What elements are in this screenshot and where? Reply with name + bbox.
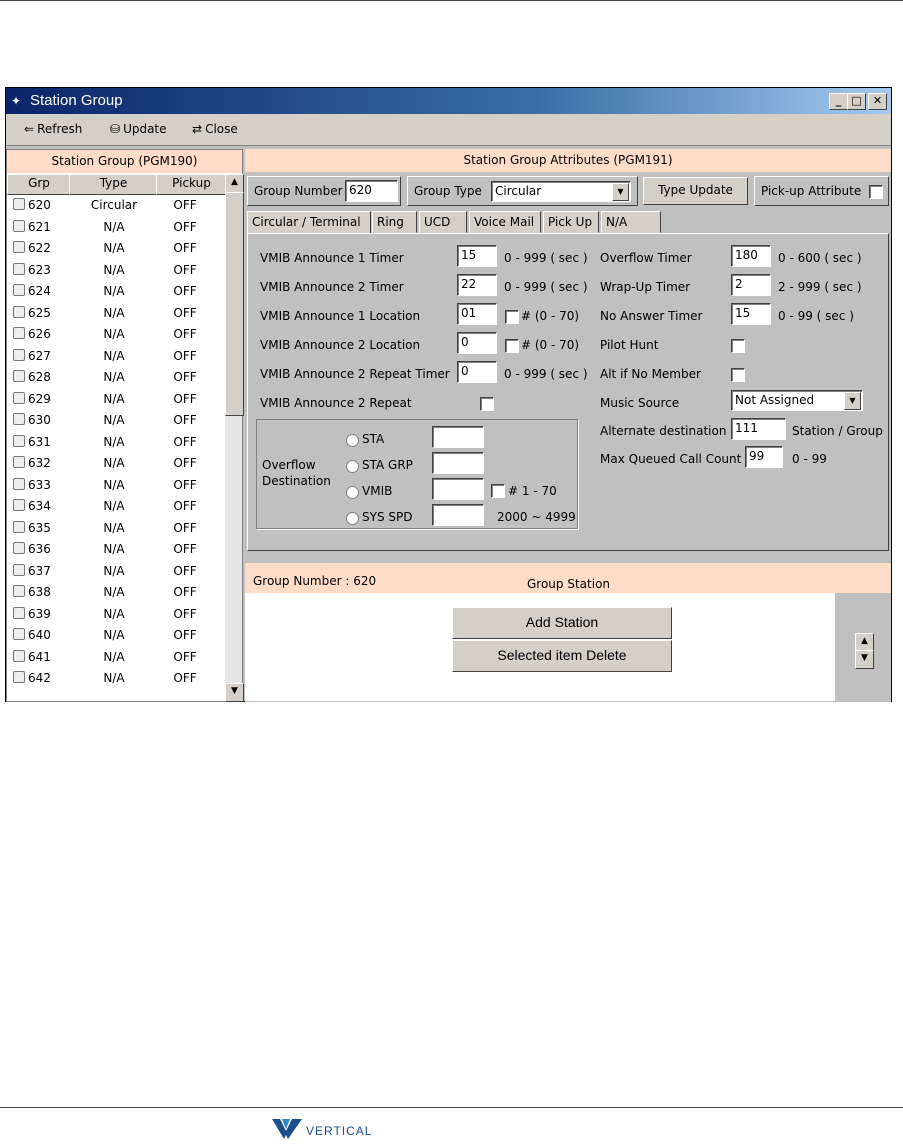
list-scrollbar[interactable] [225,174,242,702]
group-icon [13,241,25,253]
type-cell: N/A [103,542,125,556]
station-scroll-down-button[interactable]: ▼ [855,650,874,669]
table-row[interactable] [7,410,225,431]
pilot-hunt-label: Pilot Hunt [600,338,659,352]
pickup-cell: OFF [173,284,197,298]
overflow-timer-range: 0 - 600 ( sec ) [778,251,862,265]
radio-vmib[interactable] [346,486,359,499]
tab-na[interactable]: N/A [601,211,661,233]
ann2-timer-input[interactable]: 22 [457,274,497,296]
group-icon [13,478,25,490]
type-cell: N/A [103,606,125,621]
group-icon [13,499,25,511]
music-source-select[interactable] [731,390,863,411]
ann1-timer-input[interactable]: 15 [457,245,497,267]
tab-pick-up[interactable]: Pick Up [543,211,599,233]
grp-cell [13,564,51,578]
pickup-cell: OFF [173,370,197,384]
pickup-cell: OFF [173,520,197,535]
pickup-attribute-checkbox[interactable] [869,185,883,199]
alt-no-member-checkbox[interactable] [731,368,745,382]
pickup-cell: OFF [173,499,197,513]
group-number-box [247,176,401,206]
table-row[interactable] [7,496,225,517]
app-icon: ✦ [11,94,22,108]
group-icon [13,542,25,554]
table-row[interactable] [7,303,225,324]
pickup-cell: OFF [173,262,197,277]
radio-sta-grp[interactable] [346,460,359,473]
table-row[interactable] [7,389,225,410]
title-bar [6,88,891,114]
overflow-label-1: Overflow [262,458,316,472]
table-row[interactable] [7,668,225,689]
group-station-scroll-area [835,593,891,701]
type-cell: N/A [103,649,125,664]
pickup-cell: OFF [173,305,197,320]
type-update-button[interactable]: Type Update [643,177,748,205]
type-cell: N/A [103,477,125,492]
col-grp[interactable]: Grp [7,174,71,195]
pickup-cell: OFF [173,241,197,255]
type-cell: N/A [103,262,125,277]
type-cell: N/A [103,391,125,406]
type-cell: N/A [103,348,125,363]
table-row[interactable] [7,367,225,388]
noanswer-timer-input[interactable]: 15 [731,303,771,325]
tab-ring[interactable]: Ring [372,211,417,233]
grp-cell [13,628,51,642]
group-station-title: Group Station [527,577,611,591]
refresh-icon: ⇐ [24,122,35,136]
group-icon [13,198,25,210]
attributes-panel [245,149,891,702]
type-cell: N/A [103,499,125,513]
table-row[interactable] [7,539,225,560]
pickup-cell: OFF [173,413,197,427]
grp-value: 632 [28,456,51,470]
station-group-window [5,87,892,702]
group-icon [13,220,25,232]
type-cell: N/A [103,520,125,535]
group-icon [13,650,25,662]
grp-value: 640 [28,628,51,642]
pickup-cell: OFF [173,348,197,363]
left-panel-header: Station Group (PGM190) [7,150,242,173]
overflow-sys-spd-range: 2000 ~ 4999 [497,510,576,524]
overflow-label-2: Destination [262,474,331,488]
grp-value: 630 [28,413,51,427]
group-station-list[interactable] [245,593,835,701]
ann2-repeat-timer-range: 0 - 999 ( sec ) [504,367,588,381]
ann1-location-input[interactable]: 01 [457,303,497,325]
grp-value: 633 [28,477,51,492]
group-station-header [245,563,891,593]
pickup-cell: OFF [173,542,197,556]
grp-cell [13,521,51,535]
close-label: Close [205,122,238,136]
ann2-repeat-timer-label: VMIB Announce 2 Repeat Timer [260,367,450,381]
table-row[interactable] [7,217,225,238]
grp-value: 624 [28,284,51,298]
pickup-cell: OFF [173,563,197,578]
chevron-down-icon[interactable]: ▼ [612,183,629,201]
radio-sys-spd-label: SYS SPD [362,510,413,524]
tab-content-circular [247,233,889,551]
group-icon [13,456,25,468]
group-icon [13,607,25,619]
pickup-attribute-box [754,176,889,206]
noanswer-timer-label: No Answer Timer [600,309,703,323]
type-cell: N/A [103,563,125,578]
type-cell: N/A [103,370,125,384]
wrapup-timer-label: Wrap-Up Timer [600,280,691,294]
overflow-timer-input[interactable]: 180 [731,245,771,267]
ann2-timer-label: VMIB Announce 2 Timer [260,280,404,294]
grp-cell [13,413,51,427]
type-cell: N/A [103,413,125,427]
group-icon [13,521,25,533]
ann2-repeat-checkbox[interactable] [480,397,494,411]
group-icon [13,370,25,382]
grp-value: 626 [28,327,51,341]
grp-cell [13,456,51,470]
close-window-button[interactable]: ✕ [868,93,887,110]
alt-no-member-label: Alt if No Member [600,367,701,381]
table-row[interactable] [7,281,225,302]
grp-cell [13,435,51,449]
grp-value: 636 [28,542,51,556]
type-cell: N/A [103,305,125,320]
grp-cell [13,306,51,320]
pickup-cell: OFF [173,628,197,642]
grp-value: 638 [28,585,51,599]
ann2-location-input[interactable]: 0 [457,332,497,354]
top-rule [0,0,903,1]
grp-cell [13,198,51,212]
station-group-list-panel [6,149,243,702]
grp-value: 637 [28,563,51,578]
ann1-location-label: VMIB Announce 1 Location [260,309,421,323]
table-row[interactable] [7,625,225,646]
ann1-location-range: # (0 - 70) [521,309,580,323]
group-type-label: Group Type [414,184,482,198]
pickup-cell: OFF [173,606,197,621]
type-cell: N/A [103,284,125,298]
vertical-logo-text: VERTICAL [306,1124,373,1138]
table-row[interactable] [7,518,225,539]
pickup-cell: OFF [173,649,197,664]
group-icon [13,435,25,447]
pickup-cell: OFF [173,219,197,234]
right-panel-header: Station Group Attributes (PGM191) [245,149,891,172]
pickup-cell: OFF [173,585,197,599]
grp-cell [13,650,51,664]
col-type[interactable]: Type [69,174,158,195]
ann2-location-label: VMIB Announce 2 Location [260,338,421,352]
type-cell: N/A [103,241,125,255]
group-icon [13,628,25,640]
alt-destination-input[interactable]: 111 [731,418,786,440]
ann2-repeat-timer-input[interactable]: 0 [457,361,497,383]
tab-ucd[interactable]: UCD [419,211,467,233]
grp-value: 635 [28,520,51,535]
grp-cell [13,241,51,255]
table-row[interactable] [7,475,225,496]
overflow-vmib-range: # 1 - 70 [508,484,557,498]
grp-cell [13,220,51,234]
type-cell: N/A [103,434,125,449]
station-scroll-up-button[interactable]: ▲ [855,633,874,652]
grp-value: 627 [28,348,51,363]
wrapup-timer-input[interactable]: 2 [731,274,771,296]
ann2-timer-range: 0 - 999 ( sec ) [504,280,588,294]
table-row[interactable] [7,432,225,453]
music-source-value: Not Assigned [735,393,815,407]
grp-cell [13,478,51,492]
grp-value: 631 [28,434,51,449]
group-type-box [407,176,638,206]
grp-cell [13,392,51,406]
grp-value: 620 [28,198,51,212]
table-row[interactable] [7,260,225,281]
group-type-value: Circular [495,184,542,198]
pickup-cell: OFF [173,434,197,449]
grp-value: 625 [28,305,51,320]
max-queue-range: 0 - 99 [792,452,827,466]
grp-cell [13,499,51,513]
table-row[interactable] [7,604,225,625]
table-row[interactable] [7,346,225,367]
type-cell: N/A [103,628,125,642]
grp-cell [13,671,51,685]
group-number-input[interactable]: 620 [345,180,398,202]
group-icon [13,263,25,275]
radio-sta-label: STA [362,432,385,446]
pickup-cell: OFF [173,456,197,470]
alt-destination-unit: Station / Group [792,424,883,438]
pickup-cell: OFF [173,671,197,685]
grp-cell [13,327,51,341]
tab-voice-mail[interactable]: Voice Mail [469,211,541,233]
update-button[interactable] [110,122,167,136]
radio-sta[interactable] [346,434,359,447]
table-row[interactable] [7,561,225,582]
tab-bar [247,211,887,233]
chevron-down-icon[interactable]: ▼ [844,392,861,410]
grp-value: 622 [28,241,51,255]
col-pickup[interactable]: Pickup [156,174,227,195]
radio-sta-grp-label: STA GRP [362,458,413,472]
radio-vmib-label: VMIB [362,484,393,498]
overflow-sta-grp-input[interactable] [432,452,484,474]
alt-destination-label: Alternate destination [600,424,727,438]
minimize-button[interactable]: _ [829,93,848,110]
type-cell: N/A [103,671,125,685]
type-cell: Circular [90,198,138,212]
pickup-cell: OFF [173,391,197,406]
table-row[interactable] [7,582,225,603]
scroll-thumb[interactable] [225,192,244,416]
grp-value: 642 [28,671,51,685]
pickup-cell: OFF [173,477,197,492]
grp-value: 629 [28,391,51,406]
pickup-cell: OFF [173,198,197,212]
scroll-down-button[interactable]: ▼ [225,683,244,702]
max-queue-label: Max Queued Call Count [600,452,742,466]
close-button[interactable] [192,122,238,136]
grp-value: 623 [28,262,51,277]
type-cell: N/A [103,219,125,234]
group-type-select[interactable] [491,181,631,202]
group-icon [13,327,25,339]
tab-circular-terminal[interactable]: Circular / Terminal [247,211,371,235]
delete-selected-button[interactable]: Selected item Delete [452,640,672,672]
grp-value: 634 [28,499,51,513]
close-icon: ⇄ [192,122,203,136]
grp-cell [13,263,51,277]
grp-cell [13,370,51,384]
overflow-sta-input[interactable] [432,426,484,448]
grp-value: 639 [28,606,51,621]
ann2-location-range: # (0 - 70) [521,338,580,352]
table-row[interactable] [7,195,225,216]
type-cell: N/A [103,585,125,599]
group-number-label: Group Number [254,184,343,198]
grp-cell [13,542,51,556]
group-icon [13,564,25,576]
grp-cell [13,607,51,621]
toolbar [6,114,891,146]
window-title: Station Group [30,92,123,109]
update-label: Update [123,122,167,136]
type-cell: N/A [103,327,125,341]
ann1-location-checkbox[interactable] [505,310,519,324]
pickup-attribute-label: Pick-up Attribute [761,184,862,198]
music-source-label: Music Source [600,396,680,410]
overflow-destination-group [256,419,578,529]
group-station-number: Group Number : 620 [253,574,377,588]
group-icon [13,349,25,361]
vertical-logo-icon [272,1117,302,1139]
grp-value: 628 [28,370,51,384]
group-icon [13,671,25,683]
overflow-vmib-checkbox[interactable] [491,484,505,498]
group-icon [13,284,25,296]
update-icon: ⛁ [110,122,121,136]
grp-value: 641 [28,649,51,664]
bottom-rule [0,1107,903,1108]
grp-cell [13,585,51,599]
refresh-label: Refresh [37,122,83,136]
grp-value: 621 [28,219,51,234]
group-icon [13,306,25,318]
grp-cell [13,284,51,298]
pickup-cell: OFF [173,327,197,341]
overflow-sys-spd-input[interactable] [432,504,484,526]
maximize-button[interactable]: □ [847,93,866,110]
ann2-location-checkbox[interactable] [505,339,519,353]
table-row[interactable] [7,238,225,259]
table-row[interactable] [7,647,225,668]
add-station-button[interactable]: Add Station [452,607,672,639]
ann1-timer-range: 0 - 999 ( sec ) [504,251,588,265]
group-icon [13,392,25,404]
pilot-hunt-checkbox[interactable] [731,339,745,353]
type-cell: N/A [103,456,125,470]
overflow-vmib-input[interactable] [432,478,484,500]
scroll-up-button[interactable]: ▲ [225,174,244,193]
wrapup-timer-range: 2 - 999 ( sec ) [778,280,862,294]
ann1-timer-label: VMIB Announce 1 Timer [260,251,404,265]
refresh-button[interactable] [24,122,82,136]
grp-cell [13,349,51,363]
table-row[interactable] [7,453,225,474]
group-icon [13,585,25,597]
group-icon [13,413,25,425]
table-row[interactable] [7,324,225,345]
overflow-timer-label: Overflow Timer [600,251,692,265]
max-queue-input[interactable]: 99 [745,446,783,468]
noanswer-timer-range: 0 - 99 ( sec ) [778,309,854,323]
radio-sys-spd[interactable] [346,512,359,525]
ann2-repeat-label: VMIB Announce 2 Repeat [260,396,412,410]
